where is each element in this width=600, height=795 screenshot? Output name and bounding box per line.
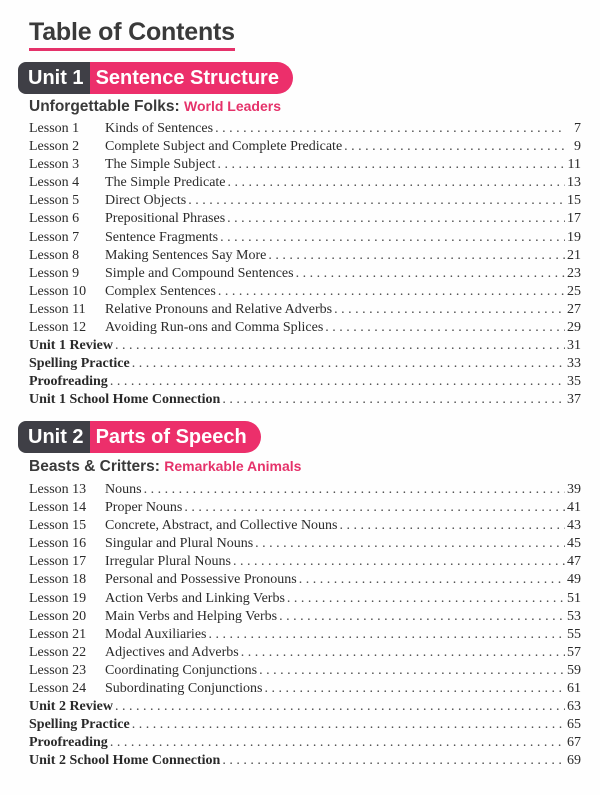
lesson-title: Concrete, Abstract, and Collective Nouns bbox=[105, 518, 338, 534]
page-number: 33 bbox=[567, 356, 581, 372]
dot-leader bbox=[209, 626, 566, 644]
section-title: Unit 1 School Home Connection bbox=[29, 392, 221, 408]
dot-leader bbox=[184, 499, 565, 517]
toc-entry[interactable] bbox=[29, 301, 581, 319]
toc-entry[interactable] bbox=[29, 571, 581, 589]
lesson-title: Proper Nouns bbox=[105, 500, 183, 516]
page-number: 37 bbox=[567, 392, 581, 408]
toc-entry[interactable] bbox=[29, 553, 581, 571]
lesson-title: Main Verbs and Helping Verbs bbox=[105, 608, 278, 624]
page-number: 9 bbox=[574, 139, 581, 155]
lesson-number: Lesson 12 bbox=[29, 320, 87, 336]
page-number: 15 bbox=[567, 193, 581, 209]
lesson-number: Lesson 10 bbox=[29, 283, 87, 299]
toc-entry[interactable] bbox=[29, 716, 581, 734]
dot-leader bbox=[110, 734, 565, 752]
toc-entry[interactable] bbox=[29, 662, 581, 680]
lesson-title: Sentence Fragments bbox=[105, 229, 219, 245]
dot-leader bbox=[265, 680, 566, 698]
lesson-number: Lesson 8 bbox=[29, 247, 80, 263]
unit-2-theme bbox=[29, 458, 301, 476]
dot-leader bbox=[296, 265, 565, 283]
page-number: 49 bbox=[567, 572, 581, 588]
lesson-number: Lesson 15 bbox=[29, 518, 87, 534]
lesson-number: Lesson 19 bbox=[29, 590, 87, 606]
page-number: 61 bbox=[567, 681, 581, 697]
lesson-number: Lesson 5 bbox=[29, 193, 80, 209]
lesson-number: Lesson 24 bbox=[29, 681, 87, 697]
dot-leader bbox=[132, 355, 565, 373]
lesson-title: The Simple Subject bbox=[105, 157, 216, 173]
lesson-title: Making Sentences Say More bbox=[105, 247, 267, 263]
toc-entry[interactable] bbox=[29, 319, 581, 337]
lesson-number: Lesson 13 bbox=[29, 482, 87, 497]
section-title: Proofreading bbox=[29, 374, 108, 390]
lesson-number: Lesson 22 bbox=[29, 644, 87, 660]
page-number: 29 bbox=[567, 320, 581, 336]
page-number: 55 bbox=[567, 626, 581, 642]
lesson-number: Lesson 18 bbox=[29, 572, 87, 588]
page-number: 25 bbox=[567, 283, 581, 299]
toc-entry[interactable] bbox=[29, 680, 581, 698]
unit-1-number: Unit 1 bbox=[18, 62, 90, 94]
lesson-number: Lesson 17 bbox=[29, 554, 87, 570]
lesson-number: Lesson 6 bbox=[29, 211, 80, 227]
toc-entry[interactable] bbox=[29, 265, 581, 283]
unit-2-banner bbox=[18, 421, 261, 453]
lesson-number: Lesson 2 bbox=[29, 139, 80, 155]
page-number: 21 bbox=[567, 247, 581, 263]
unit-2-theme-subtitle: Remarkable Animals bbox=[164, 458, 302, 474]
dot-leader bbox=[299, 571, 565, 589]
page-number: 13 bbox=[567, 175, 581, 191]
page-number: 69 bbox=[567, 753, 581, 769]
lesson-title: Subordinating Conjunctions bbox=[105, 681, 263, 697]
lesson-number: Lesson 3 bbox=[29, 157, 80, 173]
page-number: 23 bbox=[567, 265, 581, 281]
dot-leader bbox=[188, 192, 565, 210]
page-number: 39 bbox=[567, 482, 581, 497]
toc-entry[interactable] bbox=[29, 481, 581, 499]
page-number: 31 bbox=[567, 338, 581, 354]
page-number: 7 bbox=[574, 121, 581, 136]
toc-entry[interactable] bbox=[29, 608, 581, 626]
dot-leader bbox=[344, 138, 565, 156]
lesson-number: Lesson 4 bbox=[29, 175, 80, 191]
lesson-number: Lesson 21 bbox=[29, 626, 87, 642]
unit-1-theme-subtitle: World Leaders bbox=[184, 98, 282, 114]
lesson-title: Direct Objects bbox=[105, 193, 187, 209]
dot-leader bbox=[220, 229, 565, 247]
lesson-title: Complete Subject and Complete Predicate bbox=[105, 139, 343, 155]
toc-entry[interactable] bbox=[29, 174, 581, 192]
dot-leader bbox=[218, 283, 565, 301]
toc-entry[interactable] bbox=[29, 229, 581, 247]
dot-leader bbox=[217, 156, 565, 174]
lesson-title: Avoiding Run-ons and Comma Splices bbox=[105, 320, 324, 336]
toc-entry[interactable] bbox=[29, 644, 581, 662]
page-number: 11 bbox=[567, 157, 581, 173]
lesson-title: Coordinating Conjunctions bbox=[105, 662, 258, 678]
dot-leader bbox=[222, 752, 565, 770]
toc-entry[interactable] bbox=[29, 210, 581, 228]
dot-leader bbox=[325, 319, 565, 337]
page-number: 57 bbox=[567, 644, 581, 660]
unit-1-entry-list bbox=[29, 120, 581, 410]
section-title: Unit 2 School Home Connection bbox=[29, 753, 221, 769]
dot-leader bbox=[222, 391, 565, 409]
unit-1-banner bbox=[18, 62, 293, 94]
lesson-number: Lesson 7 bbox=[29, 229, 80, 245]
page-number: 35 bbox=[567, 374, 581, 390]
lesson-number: Lesson 20 bbox=[29, 608, 87, 624]
lesson-title: Personal and Possessive Pronouns bbox=[105, 572, 297, 588]
page-number: 17 bbox=[567, 211, 581, 227]
toc-entry[interactable] bbox=[29, 337, 581, 355]
toc-entry[interactable] bbox=[29, 734, 581, 752]
dot-leader bbox=[340, 517, 566, 535]
lesson-title: The Simple Predicate bbox=[105, 175, 226, 191]
section-title: Proofreading bbox=[29, 735, 108, 751]
page-number: 47 bbox=[567, 554, 581, 570]
unit-1-theme bbox=[29, 98, 281, 116]
unit-1-theme-title: Unforgettable Folks: bbox=[29, 98, 180, 115]
lesson-number: Lesson 1 bbox=[29, 121, 80, 136]
lesson-title: Simple and Compound Sentences bbox=[105, 265, 294, 281]
lesson-number: Lesson 23 bbox=[29, 662, 87, 678]
lesson-title: Kinds of Sentences bbox=[105, 121, 214, 136]
unit-2-name: Parts of Speech bbox=[90, 421, 261, 453]
section-title: Spelling Practice bbox=[29, 717, 130, 733]
lesson-title: Singular and Plural Nouns bbox=[105, 536, 254, 552]
dot-leader bbox=[110, 373, 565, 391]
lesson-title: Adjectives and Adverbs bbox=[105, 644, 239, 660]
lesson-title: Nouns bbox=[105, 482, 142, 497]
dot-leader bbox=[227, 210, 565, 228]
toc-entry[interactable] bbox=[29, 752, 581, 770]
lesson-number: Lesson 11 bbox=[29, 301, 86, 317]
toc-entry[interactable] bbox=[29, 192, 581, 210]
toc-entry[interactable] bbox=[29, 698, 581, 716]
lesson-title: Irregular Plural Nouns bbox=[105, 554, 231, 570]
toc-entry[interactable] bbox=[29, 373, 581, 391]
toc-entry[interactable] bbox=[29, 499, 581, 517]
lesson-title: Modal Auxiliaries bbox=[105, 626, 207, 642]
section-title: Spelling Practice bbox=[29, 356, 130, 372]
page-number: 41 bbox=[567, 500, 581, 516]
toc-entry[interactable] bbox=[29, 247, 581, 265]
section-title: Unit 1 Review bbox=[29, 338, 113, 354]
page-number: 67 bbox=[567, 735, 581, 751]
lesson-number: Lesson 9 bbox=[29, 265, 80, 281]
unit-2-entry-list bbox=[29, 481, 581, 771]
dot-leader bbox=[144, 481, 565, 499]
dot-leader bbox=[215, 120, 565, 138]
dot-leader bbox=[241, 644, 565, 662]
unit-2-theme-title: Beasts & Critters: bbox=[29, 458, 160, 475]
lesson-number: Lesson 16 bbox=[29, 536, 87, 552]
toc-entry[interactable] bbox=[29, 283, 581, 301]
toc-entry[interactable] bbox=[29, 120, 581, 138]
unit-2-number: Unit 2 bbox=[18, 421, 90, 453]
dot-leader bbox=[279, 608, 565, 626]
page-number: 63 bbox=[567, 699, 581, 715]
toc-entry[interactable] bbox=[29, 517, 581, 535]
lesson-title: Relative Pronouns and Relative Adverbs bbox=[105, 301, 333, 317]
dot-leader bbox=[228, 174, 565, 192]
page-number: 43 bbox=[567, 518, 581, 534]
dot-leader bbox=[268, 247, 565, 265]
page-number: 59 bbox=[567, 662, 581, 678]
lesson-title: Complex Sentences bbox=[105, 283, 216, 299]
toc-entry[interactable] bbox=[29, 156, 581, 174]
toc-entry[interactable] bbox=[29, 626, 581, 644]
lesson-title: Action Verbs and Linking Verbs bbox=[105, 590, 285, 606]
toc-entry[interactable] bbox=[29, 535, 581, 553]
page-number: 51 bbox=[567, 590, 581, 606]
page-title: Table of Contents bbox=[29, 18, 235, 51]
dot-leader bbox=[259, 662, 565, 680]
dot-leader bbox=[287, 590, 565, 608]
dot-leader bbox=[233, 553, 565, 571]
page-number: 27 bbox=[567, 301, 581, 317]
lesson-title: Prepositional Phrases bbox=[105, 211, 226, 227]
section-title: Unit 2 Review bbox=[29, 699, 113, 715]
toc-entry[interactable] bbox=[29, 391, 581, 409]
dot-leader bbox=[132, 716, 565, 734]
toc-entry[interactable] bbox=[29, 590, 581, 608]
unit-1-name: Sentence Structure bbox=[90, 62, 293, 94]
dot-leader bbox=[255, 535, 565, 553]
dot-leader bbox=[115, 337, 565, 355]
page-number: 53 bbox=[567, 608, 581, 624]
page-number: 45 bbox=[567, 536, 581, 552]
lesson-number: Lesson 14 bbox=[29, 500, 87, 516]
toc-entry[interactable] bbox=[29, 355, 581, 373]
dot-leader bbox=[115, 698, 565, 716]
dot-leader bbox=[334, 301, 565, 319]
page-number: 65 bbox=[567, 717, 581, 733]
toc-entry[interactable] bbox=[29, 138, 581, 156]
page-number: 19 bbox=[567, 229, 581, 245]
